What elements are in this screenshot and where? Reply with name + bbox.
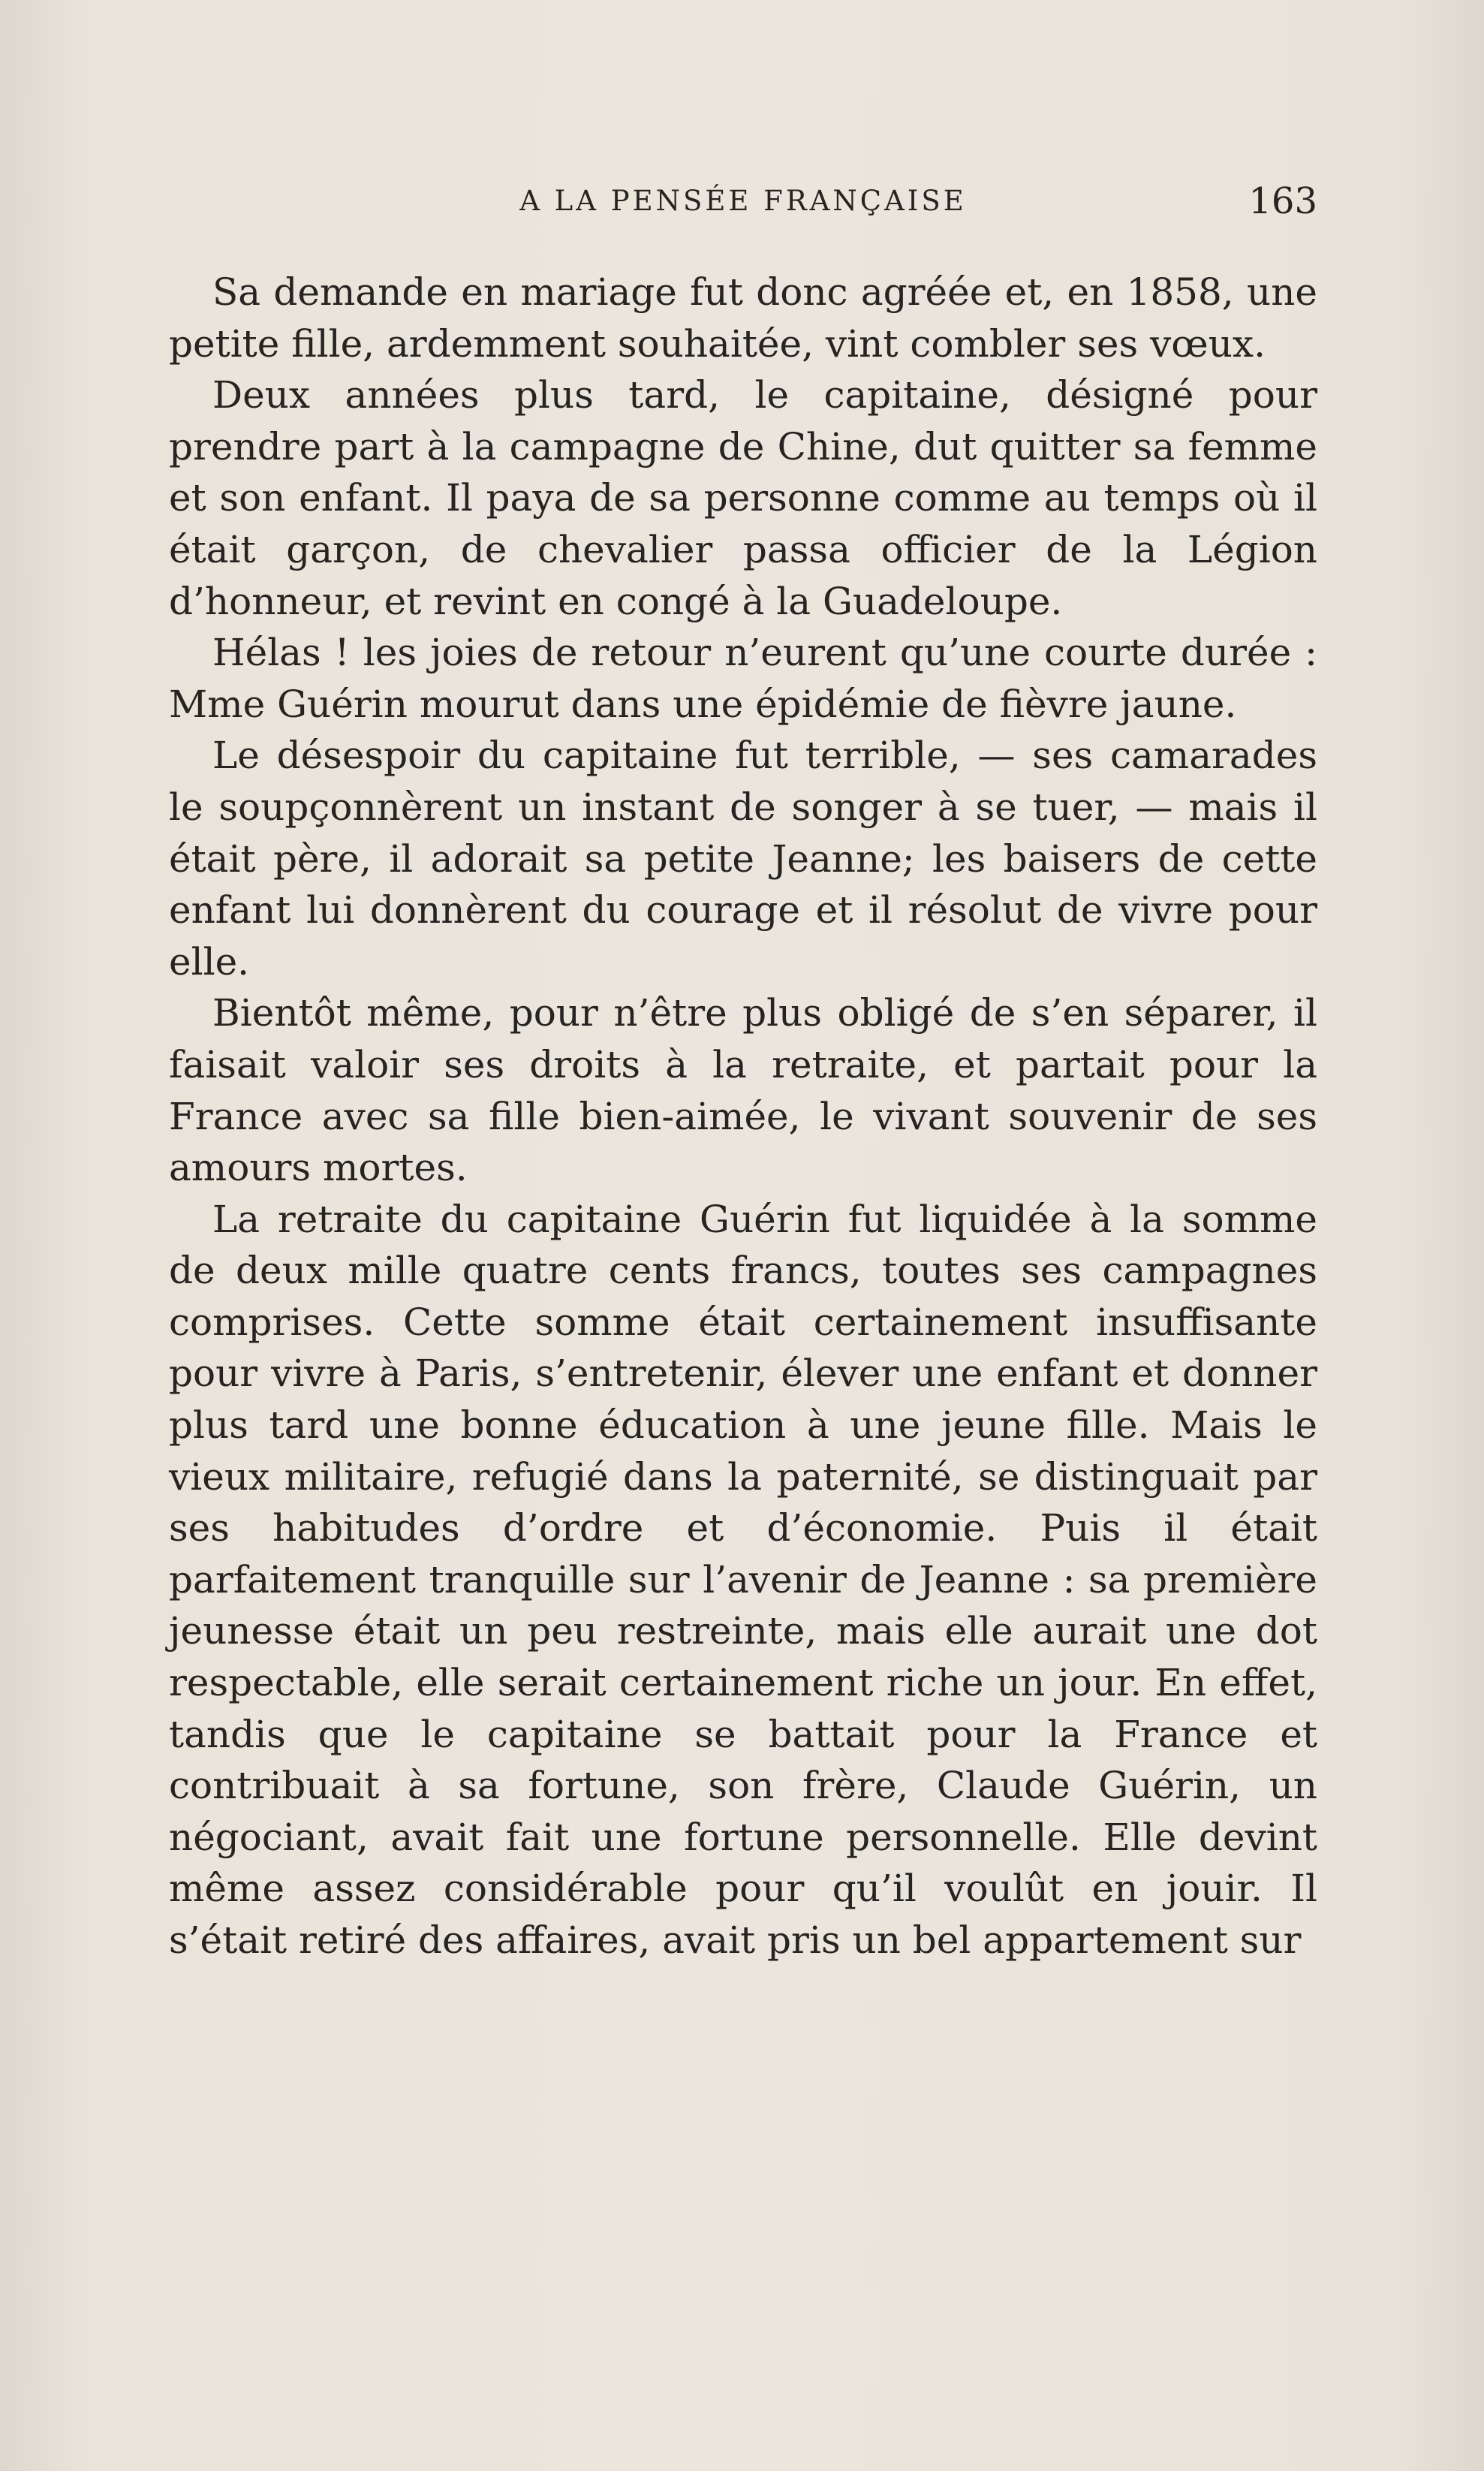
paragraph: Hélas ! les joies de retour n’eurent qu’une courte durée : Mme Guérin mourut dans une épidémie de fièvre jaune.: [169, 631, 1317, 726]
paragraph: Deux années plus tard, le capitaine, désigné pour prendre part à la campagne de Chine, dut quitter sa femme et son enfant. Il paya de sa personne comme au temps où il était garçon, de chevalier passa officier de la Légion d’honneur, et revint en congé à la Guadeloupe.: [169, 373, 1317, 623]
page-number: 163: [1248, 180, 1317, 222]
paragraph: La retraite du capitaine Guérin fut liquidée à la somme de deux mille quatre cents francs, toutes ses campagnes comprises. Cette somme était certainement insuffisante pour vivre à Paris, s’entretenir, élever une enfant et donner plus tard une bonne éducation à une jeune fille. Mais le vieux militaire, refugié dans la paternité, se distinguait par ses habitudes d’ordre et d’économie. Puis il était parfaitement tranquille sur l’avenir de Jeanne : sa première jeunesse était un peu restreinte, mais elle aurait une dot respectable, elle serait certainement riche un jour. En effet, tandis que le capitaine se battait pour la France et contribuait à sa fortune, son frère, Claude Guérin, un négociant, avait fait une fortune personnelle. Elle devint même assez considérable pour qu’il voulût en jouir. Il s’était retiré des affaires, avait pris un bel appartement sur: [169, 1197, 1317, 1962]
body-text: [169, 267, 1317, 1966]
paragraph: Le désespoir du capitaine fut terrible, — ses camarades le soupçonnèrent un instant de songer à se tuer, — mais il était père, il adorait sa petite Jeanne; les baisers de cette enfant lui donnèrent du courage et il résolut de vivre pour elle.: [169, 734, 1317, 984]
paragraph: Sa demande en mariage fut donc agréée et, en 1858, une petite fille, ardemment souhaitée, vint combler ses vœux.: [169, 270, 1317, 366]
running-title: A LA PENSÉE FRANÇAISE: [519, 185, 967, 217]
paragraph: Bientôt même, pour n’être plus obligé de s’en séparer, il faisait valoir ses droits à la retraite, et partait pour la France avec sa fille bien-aimée, le vivant souvenir de ses amours mortes.: [169, 991, 1317, 1190]
running-head: [169, 179, 1317, 224]
